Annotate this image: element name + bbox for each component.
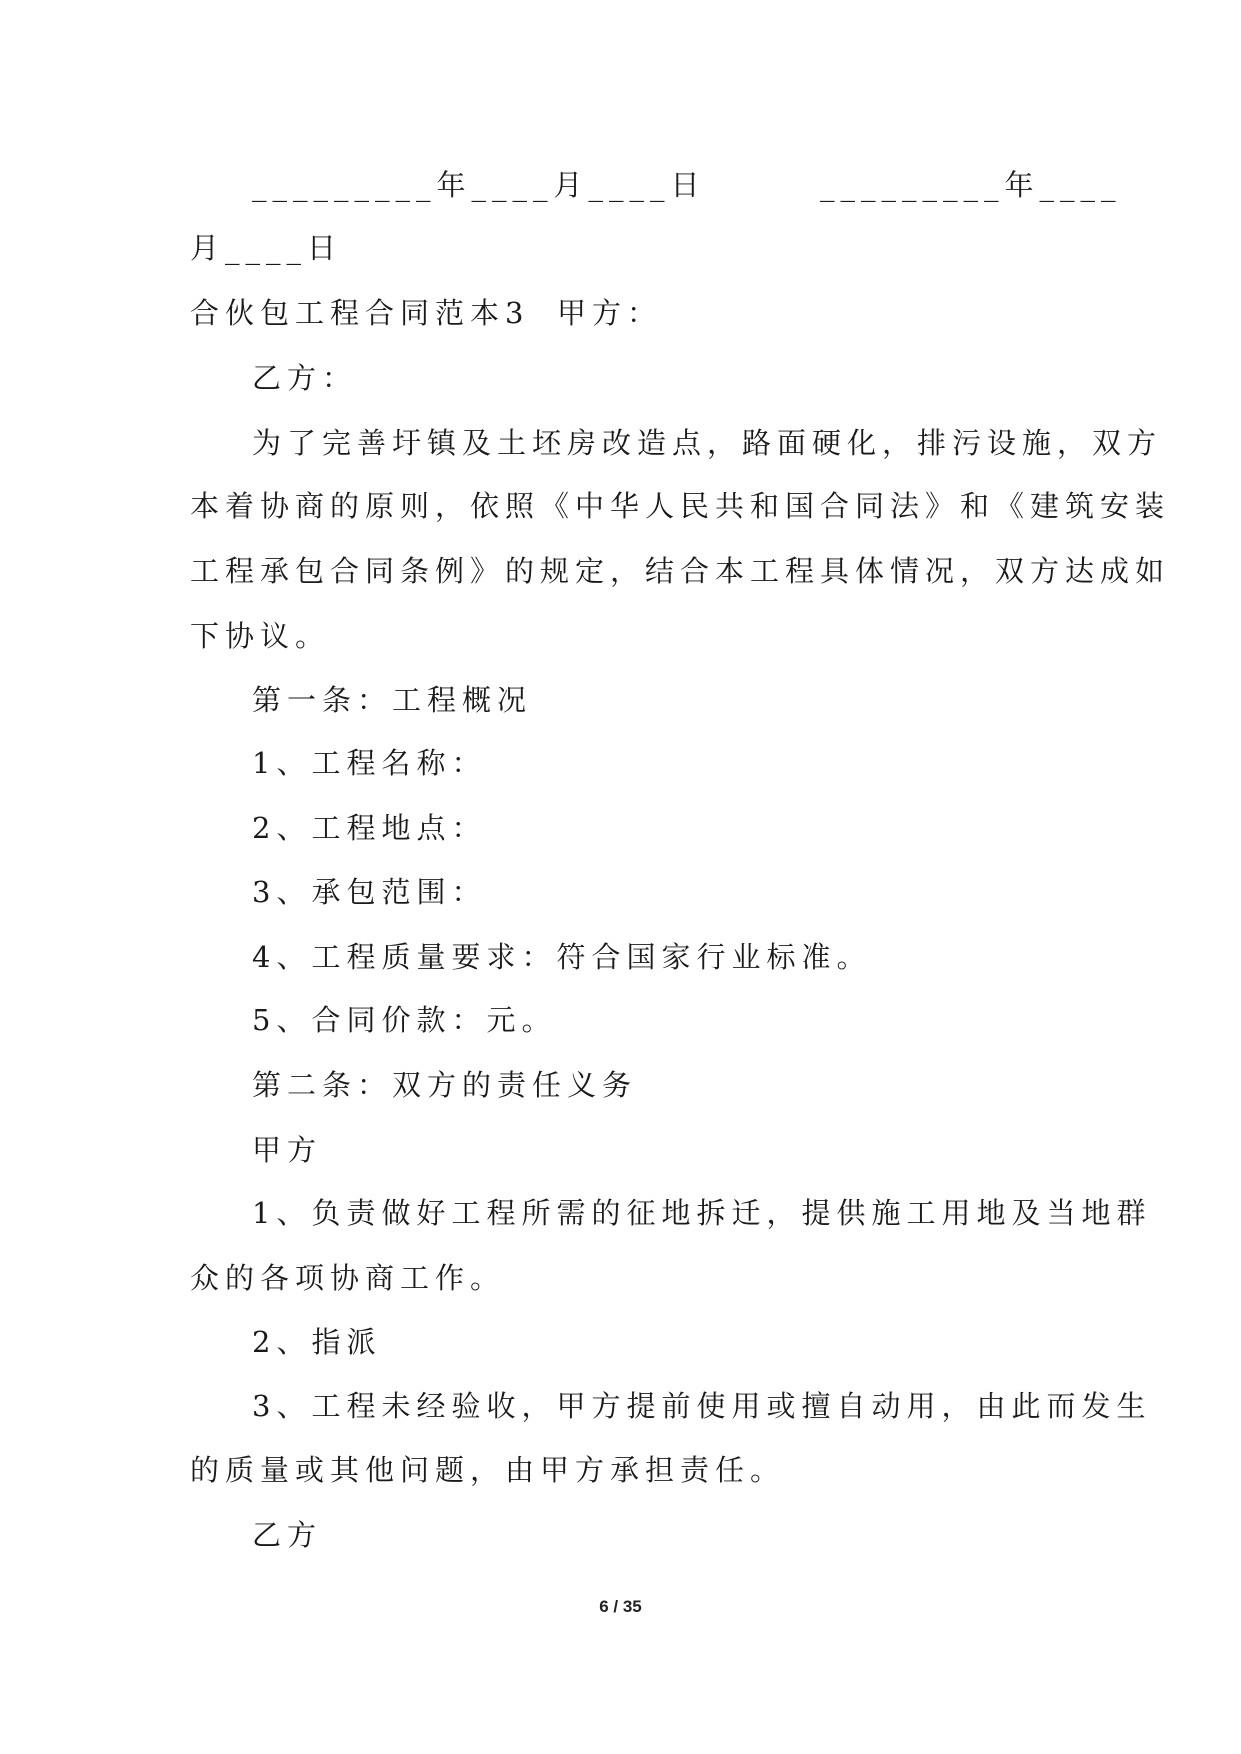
quality-requirement-item: 4、工程质量要求：符合国家行业标准。 [252, 940, 872, 974]
preamble-line-1: 为了完善圩镇及土坯房改造点，路面硬化，排污设施，双方 [252, 426, 1163, 460]
party-a-duty-1-line-2: 众的各项协商工作。 [190, 1261, 506, 1295]
project-name-item: 1、工程名称： [252, 746, 487, 780]
signature-date-right-continued: 月____日 [190, 231, 343, 265]
party-a-heading: 甲方 [252, 1133, 323, 1167]
party-a-duty-2: 2、指派 [252, 1325, 382, 1359]
party-b-heading: 乙方 [252, 1518, 323, 1552]
party-a-duty-3-line-2: 的质量或其他问题，由甲方承担责任。 [190, 1453, 786, 1487]
preamble-line-4: 下协议。 [190, 619, 331, 653]
party-a-duty-1-line-1: 1、负责做好工程所需的征地拆迁，提供施工用地及当地群 [252, 1196, 1152, 1230]
page-number: 6 / 35 [599, 1597, 642, 1616]
preamble-line-2: 本着协商的原则，依照《中华人民共和国合同法》和《建筑安装 [190, 489, 1171, 523]
signature-date-left: _________年____月____日 [252, 168, 706, 202]
party-b-label: 乙方： [252, 361, 358, 395]
preamble-line-3: 工程承包合同条例》的规定，结合本工程具体情况，双方达成如 [190, 554, 1171, 588]
party-a-duty-3-line-1: 3、工程未经验收，甲方提前使用或擅自动用，由此而发生 [252, 1389, 1152, 1423]
project-location-item: 2、工程地点： [252, 811, 487, 845]
article-2-heading: 第二条：双方的责任义务 [252, 1068, 638, 1102]
contract-price-item: 5、合同价款：元。 [252, 1003, 557, 1037]
contract-scope-item: 3、承包范围： [252, 875, 487, 909]
article-1-heading: 第一条：工程概况 [252, 683, 533, 717]
signature-date-right: _________年____ [820, 168, 1122, 202]
contract-title: 合伙包工程合同范本3 [190, 296, 530, 330]
party-a-label: 甲方： [557, 296, 663, 330]
